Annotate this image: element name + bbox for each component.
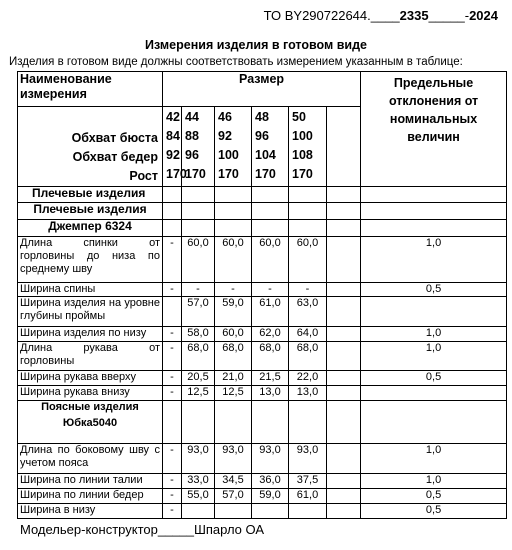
size-value: 170	[292, 167, 313, 181]
empty-cell	[327, 386, 361, 401]
measurement-value: 60,0	[215, 237, 252, 283]
tolerance-value	[361, 386, 507, 401]
size-value: 92	[218, 129, 232, 143]
subsection-shoulder	[18, 203, 507, 220]
measurement-value: 37,5	[289, 474, 327, 489]
empty-cell	[327, 489, 361, 504]
measurement-value: 20,5	[182, 371, 215, 386]
measurement-value: 64,0	[289, 327, 327, 342]
measurement-value: 21,0	[215, 371, 252, 386]
measurement-value: -	[163, 237, 182, 283]
empty-cell	[215, 220, 252, 237]
subsection-shoulder-label: Плечевые изделия	[18, 203, 163, 220]
size-row-label: Рост	[129, 169, 158, 183]
empty-cell	[163, 401, 182, 444]
empty-cell	[163, 187, 182, 203]
measurement-name: Длина спинки от горловины до низа по среднему шву	[18, 237, 163, 283]
measurement-value: 57,0	[182, 297, 215, 327]
size-value: 88	[185, 129, 199, 143]
measurement-row	[18, 371, 507, 386]
measurement-name: Длина рукава от горловины	[18, 342, 163, 371]
document-reference: ТО BY290722644.____2335_____-2024	[263, 8, 498, 23]
size-value: 104	[255, 148, 276, 162]
measurement-value: 60,0	[215, 327, 252, 342]
size-col-3	[252, 107, 289, 187]
measurement-value	[252, 504, 289, 519]
measurement-value: 93,0	[215, 444, 252, 474]
measurement-name: Ширина рукава внизу	[18, 386, 163, 401]
intro-text: Изделия в готовом виде должны соответствовать измерением указанным в таблице:	[9, 56, 463, 68]
column-size-header: Размер	[163, 72, 361, 107]
measurement-value: -	[163, 342, 182, 371]
empty-cell	[252, 203, 289, 220]
empty-cell	[327, 203, 361, 220]
section-shoulder-label: Плечевые изделия	[18, 187, 163, 203]
measurement-value: -	[163, 371, 182, 386]
empty-cell	[182, 401, 215, 444]
measurement-value	[182, 504, 215, 519]
size-value: 50	[292, 110, 306, 124]
empty-cell	[182, 187, 215, 203]
column-name-header: Наименование измерения	[18, 72, 163, 107]
measurement-value: 62,0	[252, 327, 289, 342]
empty-cell	[327, 342, 361, 371]
measurement-value: 61,0	[252, 297, 289, 327]
measurement-value: 60,0	[182, 237, 215, 283]
measurement-row	[18, 342, 507, 371]
measurement-name: Ширина изделия на уровне глубины проймы	[18, 297, 163, 327]
document-title: Измерения изделия в готовом виде	[145, 38, 367, 52]
measurement-row	[18, 386, 507, 401]
measurement-value	[163, 297, 182, 327]
measurement-value: 93,0	[252, 444, 289, 474]
footer-signature: Модельер-конструктор_____Шпарло ОА	[20, 522, 265, 537]
size-row-label: Обхват бюста	[71, 131, 158, 145]
measurement-row	[18, 297, 507, 327]
size-value: 96	[185, 148, 199, 162]
measurement-value: -	[163, 386, 182, 401]
measurement-value: 33,0	[182, 474, 215, 489]
size-value: 84	[166, 129, 180, 143]
measurement-value: 13,0	[289, 386, 327, 401]
measurement-name: Длина по боковому шву с учетом пояса	[18, 444, 163, 474]
measurement-name: Ширина в низу	[18, 504, 163, 519]
product-jumper-label: Джемпер 6324	[18, 220, 163, 237]
measurement-row	[18, 283, 507, 297]
tolerance-value	[361, 297, 507, 327]
size-value: 92	[166, 148, 180, 162]
measurement-value: -	[163, 444, 182, 474]
empty-cell	[289, 203, 327, 220]
empty-cell	[215, 187, 252, 203]
empty-cell	[361, 220, 507, 237]
empty-cell	[327, 220, 361, 237]
empty-cell	[327, 444, 361, 474]
measurement-value: 22,0	[289, 371, 327, 386]
header-row-top	[18, 72, 507, 107]
size-col-empty	[327, 107, 361, 187]
measurement-value: 68,0	[252, 342, 289, 371]
size-value: 170	[185, 167, 206, 181]
empty-cell	[327, 187, 361, 203]
measurement-value: 34,5	[215, 474, 252, 489]
tolerance-value: 1,0	[361, 327, 507, 342]
size-value: 100	[218, 148, 239, 162]
tolerance-value: 0,5	[361, 504, 507, 519]
measurement-name: Ширина рукава вверху	[18, 371, 163, 386]
measurement-value: -	[182, 283, 215, 297]
section-waist-label: Поясные изделия Юбка5040	[18, 401, 163, 444]
empty-cell	[215, 401, 252, 444]
size-value: 170	[218, 167, 239, 181]
empty-cell	[289, 401, 327, 444]
product-jumper	[18, 220, 507, 237]
measurement-value	[289, 504, 327, 519]
tolerance-value: 1,0	[361, 444, 507, 474]
measurement-value: 93,0	[182, 444, 215, 474]
measurement-value: 63,0	[289, 297, 327, 327]
size-value: 108	[292, 148, 313, 162]
measurement-name: Ширина спины	[18, 283, 163, 297]
tolerance-value: 1,0	[361, 342, 507, 371]
tolerance-value: 1,0	[361, 474, 507, 489]
measurement-value	[215, 504, 252, 519]
measurement-name: Ширина по линии талии	[18, 474, 163, 489]
measurement-name: Ширина по линии бедер	[18, 489, 163, 504]
size-col-0	[163, 107, 187, 187]
size-value: 170	[166, 167, 187, 181]
measurements-table	[17, 71, 507, 519]
empty-cell	[182, 220, 215, 237]
tolerance-value: 0,5	[361, 371, 507, 386]
empty-cell	[327, 327, 361, 342]
size-value: 170	[255, 167, 276, 181]
tolerance-value: 0,5	[361, 489, 507, 504]
empty-cell	[215, 203, 252, 220]
measurement-value: -	[163, 327, 182, 342]
measurement-value: 68,0	[182, 342, 215, 371]
measurement-row	[18, 489, 507, 504]
empty-cell	[252, 220, 289, 237]
empty-cell	[361, 187, 507, 203]
size-row-label: Обхват бедер	[72, 150, 158, 164]
size-value: 44	[185, 110, 199, 124]
size-value: 100	[292, 129, 313, 143]
measurement-value: 60,0	[289, 237, 327, 283]
column-tolerance-header: Предельные отклонения от номинальных величин	[361, 72, 507, 187]
size-value: 46	[218, 110, 232, 124]
tolerance-value: 1,0	[361, 237, 507, 283]
measurement-value: 57,0	[215, 489, 252, 504]
measurement-value: 59,0	[215, 297, 252, 327]
measurement-row	[18, 327, 507, 342]
size-value: 96	[255, 129, 269, 143]
size-value: 48	[255, 110, 269, 124]
measurement-value: 21,5	[252, 371, 289, 386]
measurement-value: -	[215, 283, 252, 297]
measurement-value: -	[163, 474, 182, 489]
measurement-row	[18, 237, 507, 283]
empty-cell	[289, 187, 327, 203]
measurement-value: 60,0	[252, 237, 289, 283]
measurement-value: -	[163, 283, 182, 297]
measurement-row	[18, 504, 507, 519]
empty-cell	[252, 401, 289, 444]
measurement-value: 93,0	[289, 444, 327, 474]
measurement-value: 61,0	[289, 489, 327, 504]
empty-cell	[163, 203, 182, 220]
empty-cell	[327, 371, 361, 386]
measurement-name: Ширина изделия по низу	[18, 327, 163, 342]
empty-cell	[327, 283, 361, 297]
size-col-1	[182, 107, 215, 187]
empty-cell	[327, 237, 361, 283]
measurement-value: 58,0	[182, 327, 215, 342]
measurement-value: -	[163, 504, 182, 519]
measurement-value: 68,0	[289, 342, 327, 371]
empty-cell	[289, 220, 327, 237]
measurement-value: 13,0	[252, 386, 289, 401]
product-skirt: Юбка5040	[62, 417, 118, 429]
empty-cell	[361, 203, 507, 220]
empty-cell	[361, 401, 507, 444]
measurement-value: -	[163, 489, 182, 504]
size-row-labels	[18, 107, 163, 187]
empty-cell	[327, 297, 361, 327]
measurement-value: -	[289, 283, 327, 297]
size-value: 42	[166, 110, 180, 124]
measurement-value: 12,5	[215, 386, 252, 401]
size-col-4	[289, 107, 327, 187]
size-col-2	[215, 107, 252, 187]
measurement-value: 55,0	[182, 489, 215, 504]
measurement-value: 12,5	[182, 386, 215, 401]
section-shoulder	[18, 187, 507, 203]
empty-cell	[252, 187, 289, 203]
measurement-value: 68,0	[215, 342, 252, 371]
section-waist	[18, 401, 507, 444]
empty-cell	[163, 220, 182, 237]
empty-cell	[182, 203, 215, 220]
tolerance-value: 0,5	[361, 283, 507, 297]
empty-cell	[327, 401, 361, 444]
measurement-value: 36,0	[252, 474, 289, 489]
measurement-row	[18, 474, 507, 489]
measurement-row	[18, 444, 507, 474]
empty-cell	[327, 504, 361, 519]
measurement-value: 59,0	[252, 489, 289, 504]
empty-cell	[327, 474, 361, 489]
measurement-value: -	[252, 283, 289, 297]
